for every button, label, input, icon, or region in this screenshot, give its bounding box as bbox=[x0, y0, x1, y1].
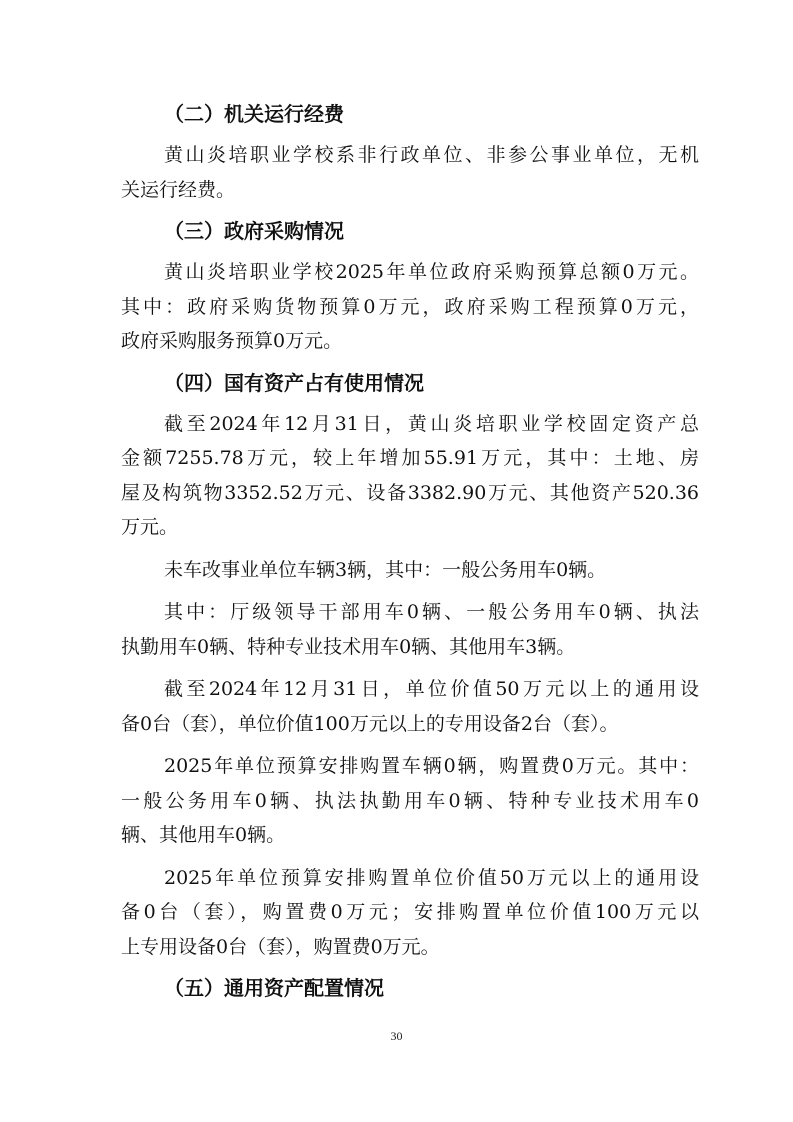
section-heading: （三）政府采购情况 bbox=[164, 219, 344, 243]
paragraph-line: 备0台（套），单位价值100万元以上的专用设备2台（套）。 bbox=[121, 712, 619, 735]
section-heading: （四）国有资产占有使用情况 bbox=[164, 370, 424, 395]
paragraph-line: 2025年单位预算安排购置车辆0辆，购置费0万元。其中： bbox=[164, 755, 699, 777]
paragraph-line: 备0台（套），购置费0万元；安排购置单位价值100万元以 bbox=[121, 901, 699, 923]
paragraph-line: 上专用设备0台（套），购置费0万元。 bbox=[121, 935, 440, 958]
paragraph-line: 辆、其他用车0辆。 bbox=[121, 824, 286, 846]
paragraph-line: 黄山炎培职业学校2025年单位政府采购预算总额0万元。 bbox=[164, 261, 699, 283]
paragraph-line: 金额7255.78万元，较上年增加55.91万元，其中：土地、房 bbox=[121, 447, 699, 469]
document-body bbox=[121, 98, 699, 1012]
page-number: 30 bbox=[390, 1029, 403, 1043]
paragraph-line: 关运行经费。 bbox=[121, 178, 236, 201]
paragraph-line: 截至2024年12月31日，单位价值50万元以上的通用设 bbox=[164, 678, 699, 700]
paragraph bbox=[121, 861, 699, 965]
paragraph bbox=[121, 749, 699, 853]
paragraph-line: 执勤用车0辆、特种专业技术用车0辆、其他用车3辆。 bbox=[121, 635, 576, 658]
paragraph bbox=[121, 138, 699, 207]
paragraph-line: 屋及构筑物3352.52万元、设备3382.90万元、其他资产520.36 bbox=[121, 481, 699, 504]
paragraph-line: 其中：政府采购货物预算0万元，政府采购工程预算0万元， bbox=[121, 295, 699, 318]
paragraph-line: 未车改事业单位车辆3辆，其中：一般公务用车0辆。 bbox=[164, 558, 607, 581]
section-heading: （二）机关运行经费 bbox=[164, 102, 344, 126]
paragraph bbox=[121, 553, 699, 588]
paragraph bbox=[121, 595, 699, 664]
paragraph bbox=[121, 672, 699, 741]
paragraph-line: 黄山炎培职业学校系非行政单位、非参公事业单位，无机 bbox=[164, 144, 699, 166]
paragraph-line: 其中：厅级领导干部用车0辆、一般公务用车0辆、执法 bbox=[164, 601, 699, 623]
paragraph-line: 2025年单位预算安排购置单位价值50万元以上的通用设 bbox=[164, 866, 699, 889]
paragraph-line: 万元。 bbox=[121, 516, 179, 538]
paragraph-line: 一般公务用车0辆、执法执勤用车0辆、特种专业技术用车0 bbox=[121, 789, 699, 812]
paragraph-line: 政府采购服务预算0万元。 bbox=[121, 330, 343, 352]
paragraph bbox=[121, 255, 699, 359]
paragraph bbox=[121, 407, 699, 545]
section-heading: （五）通用资产配置情况 bbox=[164, 976, 384, 1000]
paragraph-line: 截至2024年12月31日，黄山炎培职业学校固定资产总 bbox=[164, 412, 699, 435]
